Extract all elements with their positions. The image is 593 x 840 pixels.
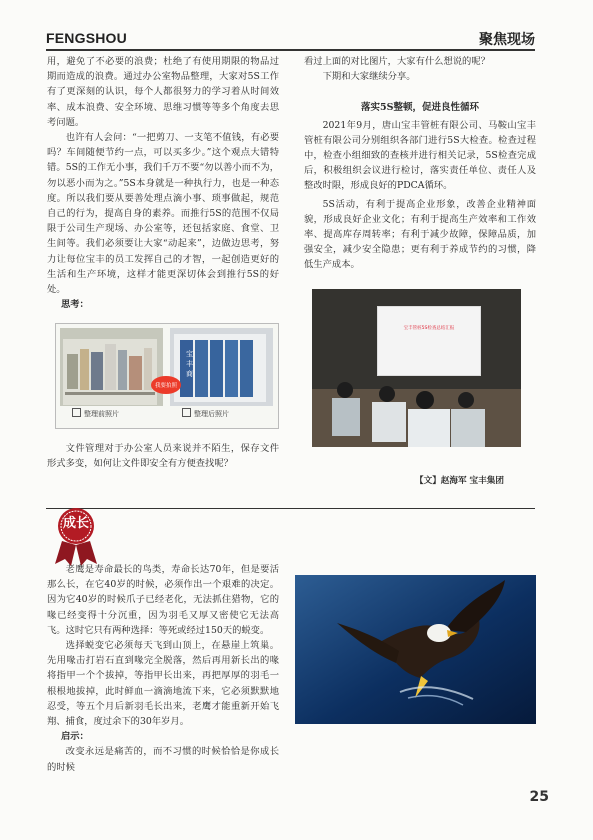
svg-text:宝: 宝 <box>186 350 193 358</box>
ribbon-label: 成长 <box>62 516 89 531</box>
paragraph-eagle-life: 老鹰是寿命最长的鸟类，寿命长达70年，但是要活那么长，在它40岁的时候，必须作出一个艰难的决定。因为它40岁的时候爪子已经老化，无法抓住猎物，它的喙已经变得十分沉重，因为羽毛又厚又密使它无法高飞。这时它只有两种选择：等死或经过150天的蜕变。 <box>47 564 279 636</box>
paragraph-execution: 也许有人会问：“一把剪刀、一支笔不值钱，有必要吗？车间随便节约一点，可以买多少。”这个观点大错特错。5S的工作无小事，我们千万不要“勿以善小而不为，勿以恶小而为之。”5S本身就是一种执行力，也是一种态度。所以我们要从要善处理点滴小事、琐事做起，规范自己的行为，提高自身的素养。而推行5S的范围不仅局限于公司生产现场、办公室等，还包括家庭、食堂、卫生间等。我们必须要让大家“动起来”，边做边思考，努力让每位宝丰的员工发挥自己的才智，一起创造更好的生活和生产环境，这样才能更深切体会到推行5S的好处。 <box>47 132 279 296</box>
paragraph-intro-continued: 用，避免了不必要的浪费；杜绝了有使用期限的物品过期而造成的浪费。通过办公室物品整理，大家对5S工作有了更深刻的认识，每个人都很努力的学习着从时间效率、成本浪费、安全环境、思维习惯等等多个角度去思考问题。 <box>47 56 279 128</box>
paragraph-eagle-transform: 选择蜕变它必须每天飞到山顶上，在悬崖上筑巢。先用喙击打岩石直到喙完全脱落，然后再用新长出的喙将指甲一个个拔掉，等指甲长出来，再把厚厚的羽毛一根根地拔掉，此时鲜血一滴滴地流下来，它必须默默地忍受，等五个月后新羽毛长出来，老鹰才能重新开始飞翔、捕食，度过余下的30年岁月。 <box>47 640 279 728</box>
left-top-column <box>47 54 279 312</box>
meeting-photo <box>312 289 521 447</box>
cabinet-after-image <box>170 328 273 406</box>
paragraph-inspection: 2021年9月，唐山宝丰管桩有限公司、马鞍山宝丰管桩有限公司分别组织各部门进行5S大检查。检查过程中，检查小组细致的查核并进行相关记录，5S检查完成后，积极组织会议进行检讨，落实责任单位、责任人及整改时限，形成良好的PDCA循环。 <box>304 119 536 192</box>
section-divider <box>46 508 535 509</box>
presentation-screen <box>377 306 481 376</box>
header-rule <box>46 49 535 51</box>
after-caption: 整理后照片 <box>182 408 229 419</box>
svg-text:丰: 丰 <box>186 360 193 368</box>
cabinet-before-image <box>60 328 163 406</box>
paragraph-next-issue: 下期和大家继续分享。 <box>322 71 416 83</box>
presentation-title: 宝丰管桩5S检查总结汇报 <box>403 326 455 331</box>
eagle-image <box>295 575 536 724</box>
left-file-question <box>47 441 279 471</box>
left-bottom-column <box>47 562 279 775</box>
before-photo <box>60 328 163 406</box>
revelation-label: 启示： <box>60 731 89 743</box>
checkbox-icon <box>72 408 81 417</box>
paragraph-question: 看过上面的对比图片，大家有什么想说的呢？ <box>304 56 490 67</box>
right-top-column <box>304 54 536 273</box>
growth-ribbon <box>48 505 104 567</box>
comparison-stamp: 我要拍照 <box>151 376 181 394</box>
before-caption: 整理前照片 <box>72 408 119 419</box>
brand-header: FENGSHOU <box>46 30 127 46</box>
section-title-5s: 落实5S整顿，促进良性循环 <box>361 102 479 114</box>
paragraph-file-management: 文件管理对于办公室人员来说并不陌生，保存文件形式多变，如何让文件即安全有方便查找呢？ <box>47 443 279 470</box>
before-after-photo-board <box>55 323 279 429</box>
svg-text:商: 商 <box>186 370 193 378</box>
section-header: 聚焦现场 <box>479 32 535 48</box>
thinking-label: 思考： <box>60 299 89 311</box>
article-credit: 【文】赵海军 宝丰集团 <box>415 476 504 486</box>
eagle-photo <box>295 575 536 724</box>
after-photo <box>170 328 273 406</box>
checkbox-icon <box>182 408 191 417</box>
page-number: 25 <box>529 789 549 805</box>
paragraph-revelation: 改变永远是痛苦的，而不习惯的时候恰恰是你成长的时候 <box>47 746 279 773</box>
paragraph-benefits: 5S活动，有利于提高企业形象，改善企业精神面貌，形成良好企业文化；有利于提高生产效率和工作效率、提高库存周转率；有利于减少故障，保障品质，加强安全，减少安全隐患；更有利于养成节约的习惯，降低生产成本。 <box>304 198 536 271</box>
